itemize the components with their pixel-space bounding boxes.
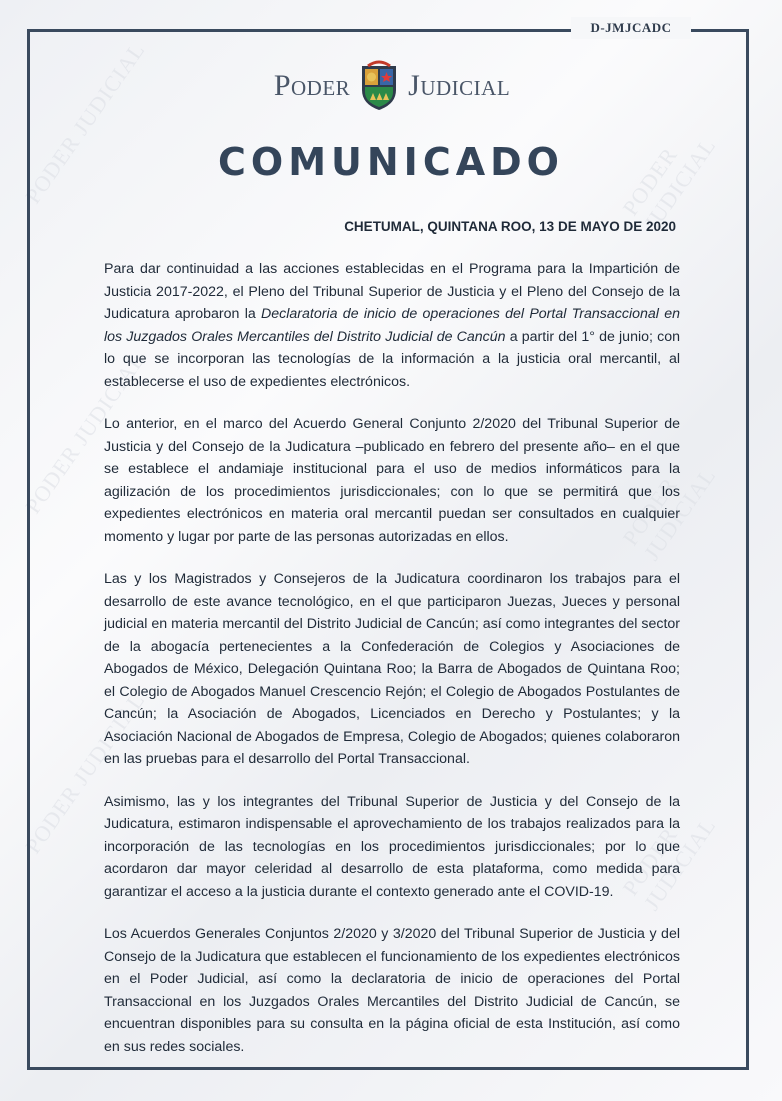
paragraph-5: Los Acuerdos Generales Conjuntos 2/2020 y 3/2020 del Tribunal Superior de Justicia y del Consejo de la Judicatura que establecen el funcionamiento de los expedientes electrónicos en el Poder Judicial, así como la declaratoria de inicio de operaciones del Portal Transaccional en los Juzgados Orales Mercantiles del Distrito Judicial de Cancún, se encuentran disponibles para su consulta en la página oficial de esta Institución, así como en sus redes sociales. (104, 926, 680, 1055)
watermark: PODER JUDICIAL (617, 812, 721, 915)
watermark: PODER JUDICIAL (617, 132, 721, 235)
paragraph-1-text: Para dar continuidad a las acciones establecidas en el Programa para la Impartición de Justicia 2017-2022, el Pleno del Tribunal Superior de Justicia y el Pleno del Consejo de la Judicatura aprobaron la (104, 261, 680, 322)
watermark: PODER JUDICIAL (19, 37, 150, 208)
paragraph-3: Las y los Magistrados y Consejeros de la Judicatura coordinaron los trabajos para el desarrollo de este avance tecnológico, en el que participaron Juezas, Jueces y personal judicial en materia mercantil del Distrito Judicial de Cancún; así como integrantes del sector de la abogacía pertenecientes a la Confederación de Colegios y Asociaciones de Abogados de México, Delegación Quintana Roo; la Barra de Abogados de Quintana Roo; el Colegio de Abogados Manuel Crescencio Rejón; el Colegio de Abogados Postulantes de Cancún; la Asociación de Abogados, Licenciados en Derecho y Postulantes; y la Asociación Nacional de Abogados de Empresa, Colegio de Abogados; quienes colaboraron en las pruebas para el desarrollo del Portal Transaccional. (104, 571, 680, 767)
watermark: PODER JUDICIAL (617, 462, 721, 565)
paragraph-1-text-end: a partir del 1° de junio; con lo que se incorporan las tecnologías de la información a la justicia oral mercantil, al establecerse el uso de expedientes electrónicos. (104, 328, 680, 390)
page-title: COMUNICADO (218, 140, 564, 184)
logo-word-poder: Poder (273, 69, 351, 102)
paragraph-1 (104, 258, 680, 393)
paragraph-4: Asimismo, las y los integrantes del Tribunal Superior de Justicia y del Consejo de la Judicatura, estimaron indispensable el aprovechamiento de los trabajos realizados para la incorporación de las tecnologías en los procedimientos jurisdiccionales; por lo que acordaron dar mayor celeridad al desarrollo de esta plataforma, como medida para garantizar el acceso a la justicia durante el contexto generado ante el COVID-19. (104, 793, 680, 900)
logo-word-judicial: Judicial (408, 69, 511, 102)
paragraph-2: Lo anterior, en el marco del Acuerdo General Conjunto 2/2020 del Tribunal Superior de Justicia y del Consejo de la Judicatura –publicado en febrero del presente año– en el que se establece el andamiaje institucional para el uso de medios informáticos para la agilización de los procedimientos jurisdiccionales; con lo que se permitirá que los expedientes electrónicos en materia oral mercantil puedan ser consultados en cualquier momento y lugar por parte de las personas autorizadas en ellos. (104, 416, 680, 545)
watermark: PODER JUDICIAL (19, 347, 150, 518)
watermark: PODER JUDICIAL (19, 687, 150, 858)
coat-of-arms-icon (358, 60, 400, 112)
place-date: CHETUMAL, QUINTANA ROO, 13 DE MAYO DE 2020 (344, 219, 676, 234)
document-code: D-JMJCADC (571, 17, 691, 39)
poder-judicial-logo (256, 58, 528, 114)
document-body (104, 258, 680, 1078)
paragraph-1-emphasis: Declaratoria de inicio de operaciones del Portal Transaccional en los Juzgados Orales Mercantiles del Distrito Judicial de Cancún (104, 306, 680, 345)
